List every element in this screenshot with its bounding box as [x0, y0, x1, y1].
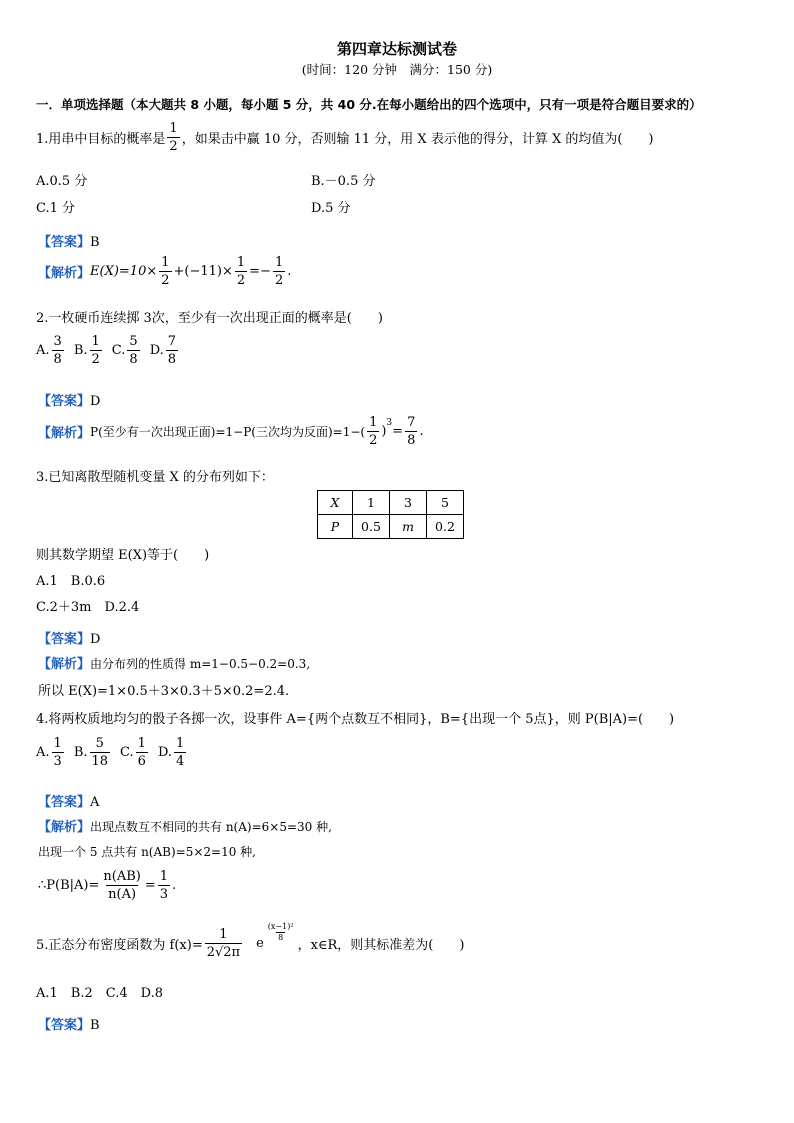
table-cell: X [318, 491, 353, 515]
q5-answer [38, 1014, 100, 1033]
table-cell: 0.5 [353, 515, 390, 539]
q2-analysis-a: P(至少有一次出现正面)=1−P(三次均为反面)=1−( [90, 425, 366, 439]
analysis-label: 【解析】 [38, 266, 91, 281]
q5-fraction-den: 2√2π [206, 945, 241, 960]
question-5-stem [36, 922, 465, 961]
q4-analysis-b: = [144, 878, 156, 893]
q4-analysis-line-3 [38, 868, 176, 903]
question-1-stem [36, 120, 653, 155]
q1-stem-post: ，如果击中赢 10 分，否则输 11 分，用 X 表示他的得分，计算 X 的均值为( ) [181, 132, 654, 147]
q5-fraction [205, 926, 242, 961]
q4-option-d-label: D. [157, 745, 173, 760]
frac-den: 8 [278, 933, 284, 942]
section-heading: 一．单项选择题（本大题共 8 小题，每小题 5 分，共 40 分.在每小题给出的四个选项中，只有一项是符合题目要求的） [36, 97, 702, 112]
q1-option-d: D.5 分 [311, 201, 351, 216]
page-subtitle: (时间：120 分钟 满分：150 分) [301, 62, 493, 77]
frac-den: n(A) [108, 887, 137, 902]
frac-den: 8 [167, 352, 177, 367]
table-row [318, 515, 464, 539]
q5-stem-post: ，x∈R，则其标准差为( ) [297, 938, 465, 953]
q3-ask: 则其数学期望 E(X)等于( ) [36, 548, 210, 563]
q5-answer-value: B [90, 1018, 100, 1033]
q4-answer-value: A [90, 795, 100, 810]
analysis-label: 【解析】 [38, 657, 91, 672]
frac-den: 6 [137, 754, 146, 769]
q4-option-d [174, 735, 186, 770]
q1-analysis [38, 254, 291, 289]
q1-answer [38, 231, 100, 250]
frac-den: 4 [176, 754, 185, 769]
frac-den: 8 [53, 352, 62, 367]
q1-analysis-c: =− [249, 264, 271, 279]
q2-option-c [127, 333, 139, 368]
q4-options [36, 735, 188, 770]
question-3-stem: 3.已知离散型随机变量 X 的分布列如下： [36, 470, 274, 485]
q1-fraction [167, 120, 179, 155]
answer-label: 【答案】 [38, 394, 91, 409]
q1-answer-value: B [90, 235, 100, 250]
frac-den: 2 [369, 433, 378, 448]
q1-fraction-den: 2 [169, 139, 178, 154]
q4-analysis-a: ∴P(B|A)= [38, 878, 100, 893]
table-cell: m [390, 515, 427, 539]
q5-options: A.1 B.2 C.4 D.8 [36, 986, 163, 1001]
frac-den: 2 [91, 352, 100, 367]
analysis-label: 【解析】 [38, 820, 91, 835]
q2-option-d [166, 333, 178, 368]
analysis-label: 【解析】 [38, 426, 91, 441]
q5-exponent [266, 922, 296, 943]
frac-den: 2 [161, 273, 170, 288]
q1-analysis-b: +(−11)× [173, 264, 233, 279]
q2-analysis-end: . [419, 424, 424, 439]
q2-option-c-label: C. [111, 343, 126, 358]
frac-num: 1 [236, 255, 246, 270]
q2-analysis [38, 414, 423, 449]
q1-option-a: A.0.5 分 [36, 174, 88, 189]
q4-analysis-frac-2 [158, 868, 170, 903]
q3-answer-value: D [90, 632, 101, 647]
q1-option-b: B.－0.5 分 [311, 174, 376, 189]
frac-den: 8 [129, 352, 138, 367]
q4-option-a-label: A. [36, 745, 50, 760]
frac-num: 1 [176, 736, 185, 751]
table-row [318, 491, 464, 515]
table-cell: 5 [427, 491, 464, 515]
q5-stem-pre: 5.正态分布密度函数为 f(x)= [36, 938, 203, 953]
q2-answer [38, 390, 100, 409]
frac-den: 3 [159, 887, 169, 902]
frac-num: 1 [137, 736, 146, 751]
q4-option-c [136, 735, 148, 770]
answer-label: 【答案】 [38, 795, 91, 810]
q1-analysis-end: . [287, 264, 292, 279]
q5-e: e [256, 936, 264, 951]
frac-num: 1 [159, 869, 169, 884]
q4-analysis-line-1: 出现点数互不相同的共有 n(A)=6×5=30 种, [90, 820, 332, 834]
q3-analysis [38, 653, 310, 672]
q1-analysis-a: E(X)=10× [90, 264, 158, 279]
q1-analysis-frac-1 [159, 254, 171, 289]
frac-den: 2 [274, 273, 284, 288]
q2-analysis-frac-1 [367, 414, 379, 449]
q2-option-a-label: A. [36, 343, 50, 358]
q1-stem-pre: 1.用串中目标的概率是 [36, 132, 166, 147]
question-2-stem: 2.一枚硬币连续掷 3次，至少有一次出现正面的概率是( ) [36, 311, 383, 326]
q5-fraction-num: 1 [219, 927, 228, 942]
frac-num: 1 [53, 736, 62, 751]
frac-num: 1 [274, 255, 284, 270]
q4-analysis [38, 816, 332, 835]
q2-option-a [52, 333, 64, 368]
q4-analysis-end: . [172, 878, 177, 893]
q4-answer [38, 791, 99, 810]
frac-num: 5 [95, 736, 104, 751]
q2-option-b-label: B. [73, 343, 88, 358]
q4-option-b-label: B. [73, 745, 88, 760]
q2-option-b [90, 333, 102, 368]
q2-answer-value: D [90, 394, 101, 409]
frac-num: 1 [369, 415, 378, 430]
q2-analysis-c: = [392, 424, 404, 439]
table-cell: 0.2 [427, 515, 464, 539]
table-cell: 1 [353, 491, 390, 515]
q3-analysis-line-1: 由分布列的性质得 m=1−0.5−0.2=0.3, [90, 657, 311, 671]
q1-analysis-frac-2 [235, 254, 247, 289]
frac-num: 7 [407, 415, 416, 430]
frac-num: 3 [53, 334, 62, 349]
answer-label: 【答案】 [38, 1018, 91, 1033]
q4-option-c-label: C. [120, 745, 134, 760]
q3-analysis-line-2: 所以 E(X)=1×0.5＋3×0.3＋5×0.2=2.4. [38, 684, 290, 699]
table-cell: P [318, 515, 353, 539]
frac-den: 2 [236, 273, 246, 288]
answer-label: 【答案】 [38, 632, 91, 647]
frac-num: n(AB) [103, 869, 141, 884]
page-title: 第四章达标测试卷 [336, 40, 457, 58]
q3-answer [38, 628, 100, 647]
frac-den: 18 [91, 754, 109, 769]
frac-num: 5 [129, 334, 138, 349]
q4-analysis-line-2: 出现一个 5 点共有 n(AB)=5×2=10 种, [38, 845, 256, 859]
answer-label: 【答案】 [38, 235, 91, 250]
distribution-table [317, 490, 464, 539]
q2-options [36, 333, 180, 368]
frac-den: 3 [53, 754, 62, 769]
q1-fraction-num: 1 [169, 121, 178, 136]
q3-options-line-1: A.1 B.0.6 [36, 574, 106, 589]
q4-option-b [90, 735, 111, 770]
q4-option-a [52, 735, 64, 770]
q2-analysis-exp: 3 [386, 418, 393, 428]
frac-num: (x−1)² [267, 922, 294, 931]
question-4-stem: 4.将两枚质地均匀的骰子各掷一次，设事件 A={两个点数互不相同}，B={出现一个 5点}，则 P(B|A)=( ) [36, 712, 675, 727]
q3-options-line-2: C.2＋3m D.2.4 [36, 600, 140, 615]
q2-option-d-label: D. [149, 343, 164, 358]
q2-analysis-b: ) [381, 424, 387, 439]
q1-analysis-frac-3 [273, 254, 285, 289]
frac-den: 8 [407, 433, 416, 448]
frac-num: 1 [161, 255, 170, 270]
q2-analysis-frac-2 [405, 414, 417, 449]
frac-num: 7 [167, 334, 177, 349]
q1-option-c: C.1 分 [36, 201, 76, 216]
frac-num: 1 [91, 334, 100, 349]
q4-analysis-frac-1 [101, 868, 142, 903]
table-cell: 3 [390, 491, 427, 515]
